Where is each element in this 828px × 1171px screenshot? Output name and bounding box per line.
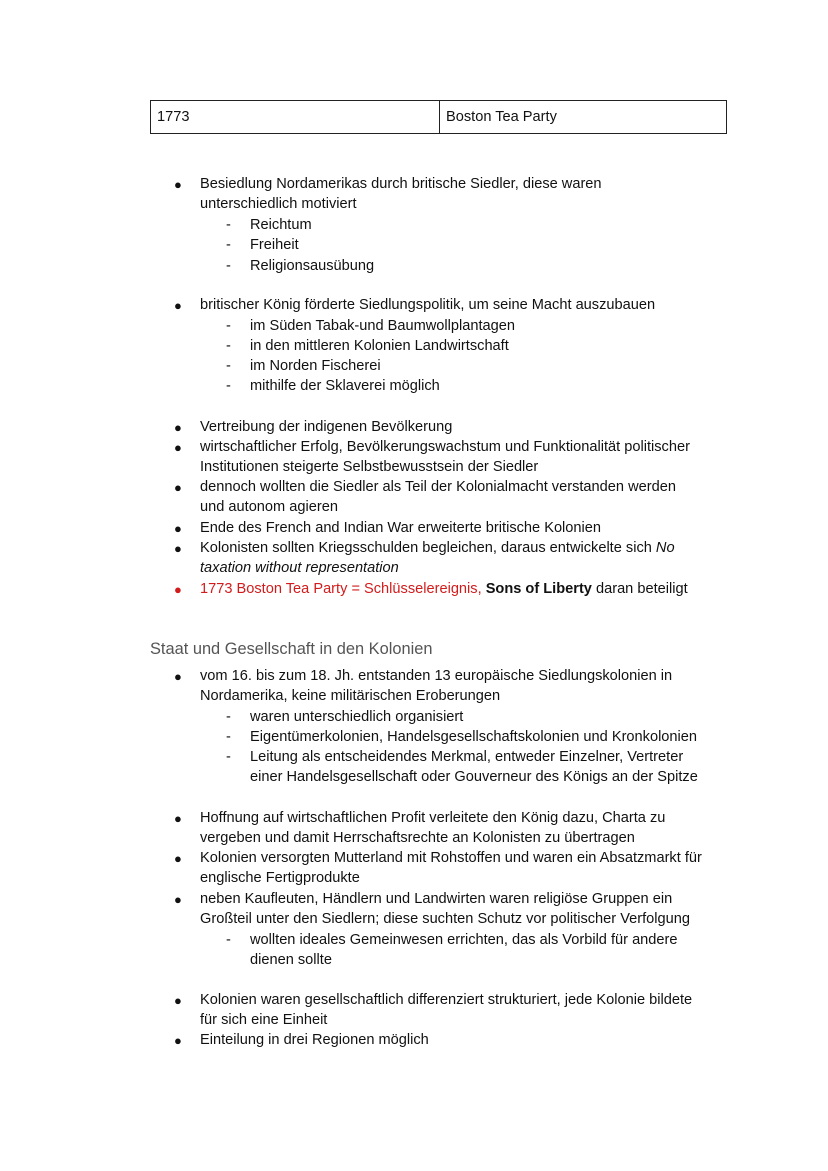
bullet-icon: ● [174, 669, 182, 684]
italic-phrase: No [655, 540, 675, 556]
bullet-icon: ● [174, 521, 182, 536]
header-table [150, 100, 727, 134]
list-item-text [200, 579, 688, 599]
list-item-text-part: Kolonisten sollten Kriegsschulden begleichen, daraus entwickelte sich [200, 540, 656, 556]
bullet-icon: ● [174, 1033, 182, 1048]
table-cell-event: Boston Tea Party [440, 101, 727, 134]
list-item-text: Nordamerika, keine militärischen Eroberungen [200, 688, 501, 704]
bullet-icon: ● [174, 440, 182, 455]
list-item-text: Vertreibung der indigenen Bevölkerung [200, 419, 453, 435]
dash-icon: - [226, 378, 231, 394]
bullet-icon: ● [174, 811, 182, 826]
list-item-text [200, 538, 675, 558]
sub-item-text: im Norden Fischerei [250, 358, 381, 374]
highlighted-text: 1773 Boston Tea Party = Schlüsselereignis, [200, 581, 486, 597]
bullet-icon: ● [174, 541, 182, 556]
list-item-text: Besiedlung Nordamerikas durch britische Siedler, diese waren [200, 176, 602, 192]
table-cell-year: 1773 [151, 101, 440, 134]
list-item-text: Einteilung in drei Regionen möglich [200, 1032, 429, 1048]
list-item-text: Kolonien waren gesellschaftlich differenziert strukturiert, jede Kolonie bildete [200, 992, 693, 1008]
list-item-text: vergeben und damit Herrschaftsrechte an Kolonisten zu übertragen [200, 830, 635, 846]
bullet-icon: ● [174, 420, 182, 435]
list-item-text: Kolonien versorgten Mutterland mit Rohstoffen und waren ein Absatzmarkt für [200, 850, 702, 866]
dash-icon: - [226, 237, 231, 253]
list-item-text: englische Fertigprodukte [200, 870, 360, 886]
list-item-text: dennoch wollten die Siedler als Teil der Kolonialmacht verstanden werden [200, 479, 676, 495]
sub-item-text: einer Handelsgesellschaft oder Gouverneur des Königs an der Spitze [250, 769, 698, 785]
dash-icon: - [226, 932, 231, 948]
list-item-text: und autonom agieren [200, 499, 338, 515]
sub-item-text: wollten ideales Gemeinwesen errichten, das als Vorbild für andere [250, 932, 678, 948]
sub-item-text: Reichtum [250, 217, 312, 233]
bullet-icon: ● [174, 851, 182, 866]
list-item-text: Großteil unter den Siedlern; diese suchten Schutz vor politischer Verfolgung [200, 911, 690, 927]
dash-icon: - [226, 217, 231, 233]
bullet-icon: ● [174, 892, 182, 907]
list-item-text: Ende des French and Indian War erweiterte britische Kolonien [200, 520, 602, 536]
dash-icon: - [226, 318, 231, 334]
sub-item-text: waren unterschiedlich organisiert [250, 709, 464, 725]
dash-icon: - [226, 338, 231, 354]
list-item-text: für sich eine Einheit [200, 1012, 328, 1028]
dash-icon: - [226, 749, 231, 765]
list-item-text: britischer König förderte Siedlungspolitik, um seine Macht auszubauen [200, 297, 656, 313]
dash-icon: - [226, 709, 231, 725]
bullet-icon: ● [174, 480, 182, 495]
list-item-text: Hoffnung auf wirtschaftlichen Profit verleitete den König dazu, Charta zu [200, 810, 666, 826]
dash-icon: - [226, 729, 231, 745]
list-item-text: Institutionen steigerte Selbstbewusstsein der Siedler [200, 459, 539, 475]
sub-item-text: mithilfe der Sklaverei möglich [250, 378, 440, 394]
bullet-icon: ● [174, 298, 182, 313]
sub-item-text: in den mittleren Kolonien Landwirtschaft [250, 338, 509, 354]
sub-item-text: Leitung als entscheidendes Merkmal, entweder Einzelner, Vertreter [250, 749, 684, 765]
sub-item-text: Freiheit [250, 237, 299, 253]
bold-text: Sons of Liberty [485, 581, 592, 597]
sub-item-text: Eigentümerkolonien, Handelsgesellschaftskolonien und Kronkolonien [250, 729, 698, 745]
bullet-icon: ● [174, 582, 182, 597]
list-item-text-part: daran beteiligt [591, 581, 688, 597]
sub-item-text: im Süden Tabak-und Baumwollplantagen [250, 318, 516, 334]
list-item-text: wirtschaftlicher Erfolg, Bevölkerungswachstum und Funktionalität politischer [200, 439, 690, 455]
list-item-text: vom 16. bis zum 18. Jh. entstanden 13 europäische Siedlungskolonien in [200, 668, 673, 684]
italic-phrase: taxation without representation [200, 560, 399, 576]
list-item-text: unterschiedlich motiviert [200, 196, 357, 212]
sub-item-text: dienen sollte [250, 952, 332, 968]
bullet-icon: ● [174, 177, 182, 192]
sub-item-text: Religionsausübung [250, 258, 375, 274]
dash-icon: - [226, 358, 231, 374]
table-row [151, 101, 727, 134]
dash-icon: - [226, 258, 231, 274]
section-heading: Staat und Gesellschaft in den Kolonien [150, 640, 433, 658]
bullet-icon: ● [174, 993, 182, 1008]
list-item-text: neben Kaufleuten, Händlern und Landwirten waren religiöse Gruppen ein [200, 891, 673, 907]
